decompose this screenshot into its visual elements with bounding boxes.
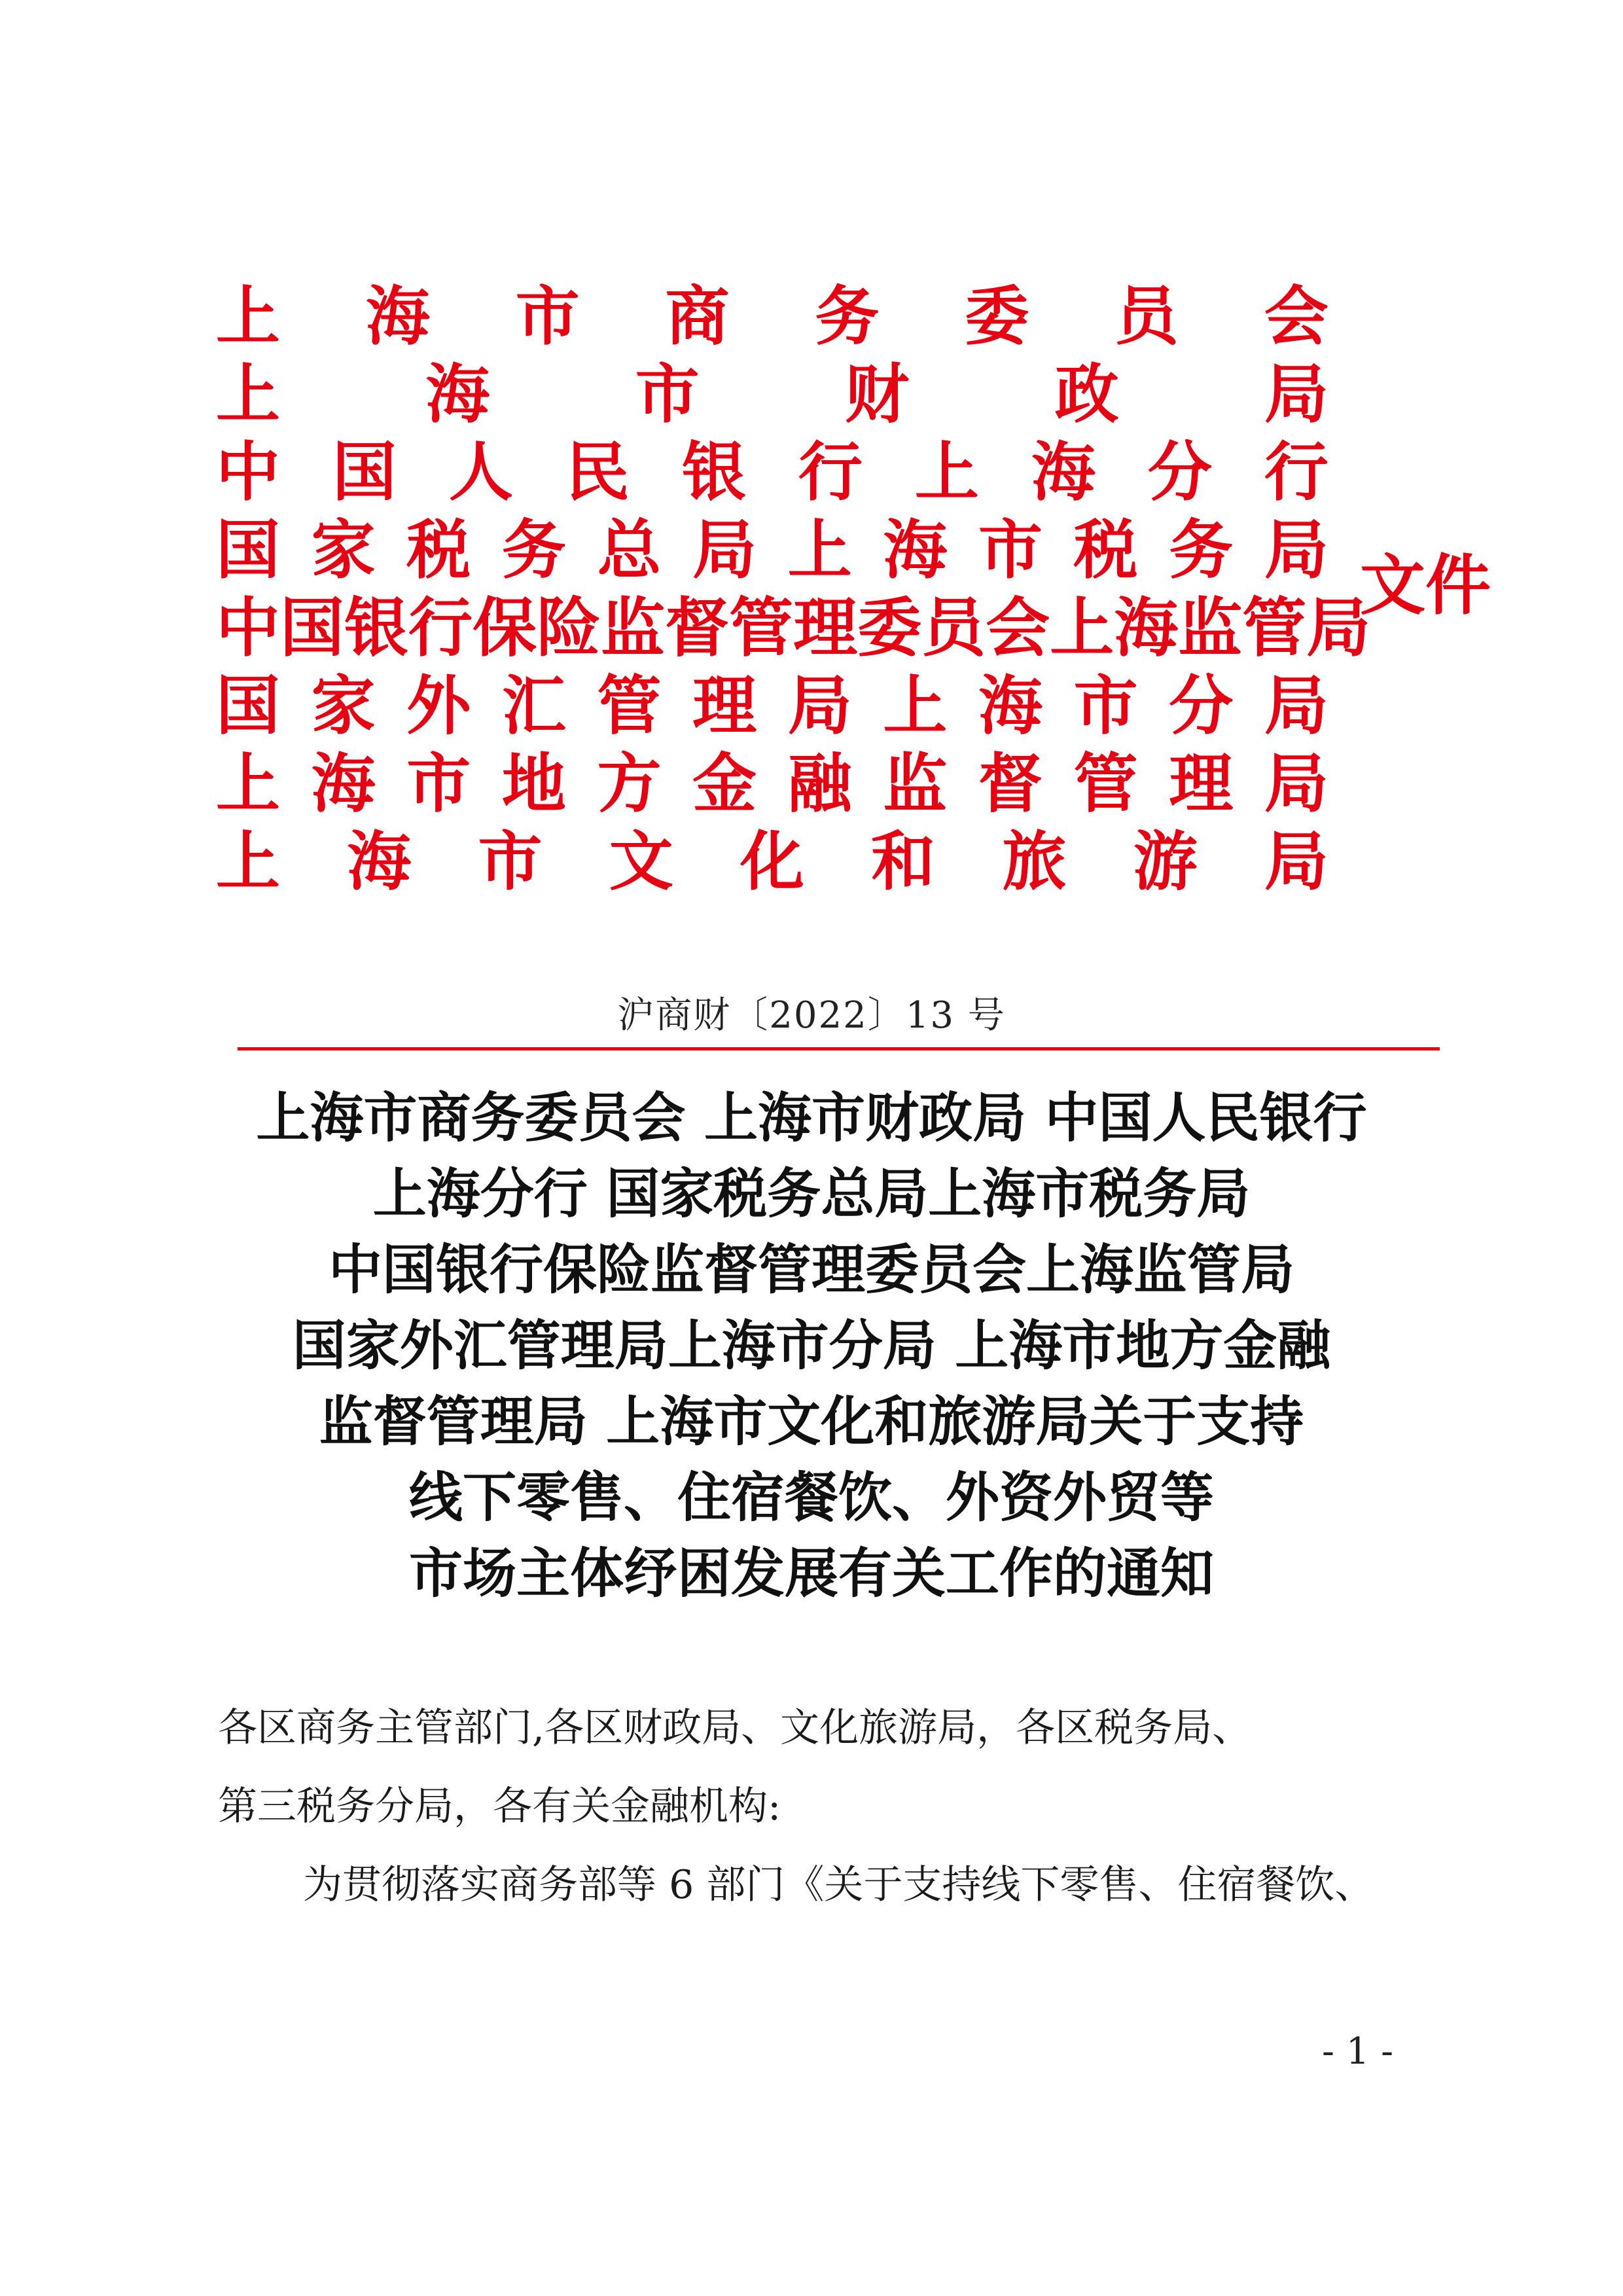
authority-char: 上	[1050, 591, 1115, 666]
authority-char: 分	[1147, 435, 1212, 510]
authority-char: 务	[1169, 513, 1234, 588]
authority-char: 上	[216, 279, 281, 354]
title-line: 监督管理局 上海市文化和旅游局关于支持	[319, 1390, 1304, 1453]
authority-char: 委	[857, 591, 922, 666]
authority-char: 汇	[501, 669, 566, 744]
authority-char: 局	[692, 513, 757, 588]
authority-char: 国	[216, 669, 281, 744]
authority-char: 财	[845, 357, 910, 432]
authority-char: 地	[501, 747, 566, 821]
title-line: 线下零售、住宿餐饮、外资外贸等	[408, 1466, 1214, 1529]
authority-char: 市	[515, 279, 580, 354]
authority-char: 局	[1264, 357, 1329, 432]
authority-line	[216, 590, 1371, 668]
document-body	[218, 1689, 1416, 1924]
authority-char: 市	[1073, 669, 1138, 744]
authority-char: 税	[1073, 513, 1138, 588]
authority-char: 税	[406, 513, 471, 588]
authority-char: 家	[311, 513, 376, 588]
authority-char: 管	[597, 669, 662, 744]
authority-char: 上	[216, 357, 281, 432]
addressee-line: 第三税务分局，各有关金融机构:	[218, 1784, 781, 1829]
authority-char: 商	[665, 279, 730, 354]
authority-char: 家	[311, 669, 376, 744]
authority-char: 监	[883, 747, 948, 821]
authority-char: 行	[798, 435, 863, 510]
authority-char: 局	[1264, 513, 1329, 588]
authority-char: 管	[1242, 591, 1307, 666]
authority-char: 国	[216, 513, 281, 588]
authority-char: 海	[1114, 591, 1179, 666]
authority-char: 海	[425, 357, 490, 432]
authority-char: 务	[815, 279, 880, 354]
authority-char: 委	[965, 279, 1029, 354]
authority-char: 中	[216, 435, 281, 510]
authority-line	[216, 512, 1329, 590]
authority-char: 督	[978, 747, 1043, 821]
authority-char: 保	[473, 591, 537, 666]
authority-char: 海	[1031, 435, 1096, 510]
paragraph-line: 为贯彻落实商务部等 6 部门《关于支持线下零售、住宿餐饮、	[303, 1862, 1374, 1908]
authority-char: 方	[597, 747, 662, 821]
addressee-line: 各区商务主管部门,各区财政局、文化旅游局，各区税务局、	[218, 1705, 1252, 1751]
page-number: - 1 -	[1322, 2030, 1394, 2073]
authority-char: 金	[692, 747, 757, 821]
authority-char: 市	[406, 747, 471, 821]
authority-char: 化	[740, 825, 804, 899]
authority-char: 险	[537, 591, 601, 666]
authority-char: 海	[365, 279, 430, 354]
authority-char: 管	[729, 591, 794, 666]
title-line: 上海市商务委员会 上海市财政局 中国人民银行	[256, 1086, 1367, 1149]
authority-char: 海	[347, 825, 412, 899]
authority-char: 上	[883, 669, 948, 744]
authority-char: 行	[408, 591, 473, 666]
authority-char: 理	[692, 669, 757, 744]
authority-char: 民	[565, 435, 630, 510]
authority-char: 督	[665, 591, 730, 666]
authority-char: 游	[1133, 825, 1198, 899]
authority-char: 务	[501, 513, 566, 588]
title-line: 中国银行保险监督管理委员会上海监管局	[328, 1238, 1294, 1301]
authority-char: 会	[1264, 279, 1329, 354]
authority-line	[216, 278, 1329, 356]
authority-char: 政	[1054, 357, 1119, 432]
authority-char: 上	[914, 435, 979, 510]
title-line: 上海分行 国家税务总局上海市税务局	[372, 1162, 1251, 1225]
authority-char: 分	[1169, 669, 1234, 744]
document-number: 沪商财〔2022〕13 号	[617, 994, 1006, 1037]
authority-char: 局	[1264, 747, 1329, 821]
authority-char: 理	[1169, 747, 1234, 821]
authority-char: 市	[478, 825, 543, 899]
authority-char: 市	[635, 357, 700, 432]
authority-char: 员	[921, 591, 986, 666]
authority-line	[216, 823, 1329, 901]
authority-char: 旅	[1002, 825, 1067, 899]
authority-char: 国	[332, 435, 397, 510]
authority-char: 会	[986, 591, 1050, 666]
authority-char: 外	[406, 669, 471, 744]
authority-char: 管	[1073, 747, 1138, 821]
authority-char: 上	[787, 513, 852, 588]
authority-char: 融	[787, 747, 852, 821]
authority-char: 中	[216, 591, 281, 666]
authority-char: 银	[344, 591, 409, 666]
authority-char: 员	[1115, 279, 1179, 354]
authority-char: 海	[311, 747, 376, 821]
authority-char: 上	[216, 825, 281, 899]
authority-char: 海	[978, 669, 1043, 744]
title-line: 市场主体纾困发展有关工作的通知	[408, 1542, 1214, 1605]
authority-char: 上	[216, 747, 281, 821]
authority-char: 监	[1178, 591, 1243, 666]
authority-line	[216, 356, 1329, 434]
authority-line	[216, 668, 1329, 745]
authority-char: 行	[1264, 435, 1329, 510]
authority-line	[216, 745, 1329, 823]
authority-char: 理	[793, 591, 858, 666]
authority-char: 和	[871, 825, 936, 899]
red-divider-line	[238, 1047, 1440, 1050]
authority-char: 海	[883, 513, 948, 588]
title-line: 国家外汇管理局上海市分局 上海市地方金融	[292, 1314, 1331, 1377]
issuing-authorities-header	[216, 278, 1371, 901]
authority-char: 总	[597, 513, 662, 588]
authority-char: 监	[601, 591, 666, 666]
authority-char: 市	[978, 513, 1043, 588]
authority-char: 局	[1264, 669, 1329, 744]
authority-char: 国	[280, 591, 345, 666]
authority-char: 局	[787, 669, 852, 744]
authority-char: 局	[1306, 591, 1371, 666]
authority-char: 文	[609, 825, 673, 899]
document-title	[0, 1080, 1623, 1611]
authority-char: 人	[448, 435, 513, 510]
authority-char: 银	[681, 435, 746, 510]
authority-line	[216, 434, 1329, 512]
authority-char: 局	[1264, 825, 1329, 899]
header-suffix-wenjian: 文件	[1360, 547, 1491, 624]
